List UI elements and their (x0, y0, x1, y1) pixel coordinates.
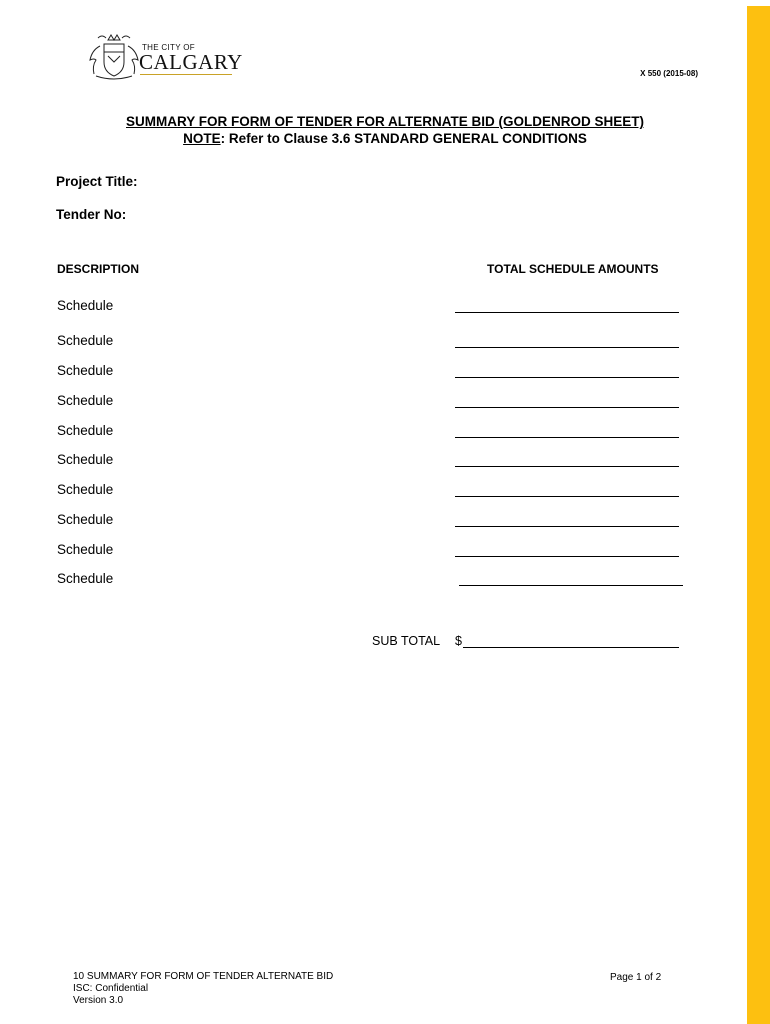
schedule-amount-line (455, 556, 679, 557)
form-code: X 550 (2015-08) (640, 69, 698, 78)
schedule-label: Schedule (57, 393, 114, 408)
subtotal-label: SUB TOTAL (372, 634, 441, 648)
schedule-label: Schedule (57, 333, 114, 348)
schedule-label: Schedule (57, 512, 114, 527)
subtotal-amount-line (463, 647, 679, 648)
schedule-amount-line (455, 407, 679, 408)
footer-form-name: 10 SUMMARY FOR FORM OF TENDER ALTERNATE BID (73, 971, 334, 982)
schedule-amount-line (455, 437, 679, 438)
schedule-label: Schedule (57, 363, 114, 378)
schedule-amount-line (455, 347, 679, 348)
schedule-label: Schedule (57, 571, 114, 586)
description-column-header: DESCRIPTION (57, 262, 140, 276)
schedule-amount-line (455, 496, 679, 497)
goldenrod-side-bar (747, 6, 770, 1024)
note-label: NOTE (183, 131, 221, 146)
subtotal-currency: $ (455, 634, 462, 648)
schedule-amount-line (459, 585, 683, 586)
footer-classification: ISC: Confidential (73, 983, 149, 994)
tender-no-label: Tender No: (56, 207, 127, 222)
schedule-label: Schedule (57, 452, 114, 467)
schedule-amount-line (455, 466, 679, 467)
schedule-amount-line (455, 526, 679, 527)
footer-version: Version 3.0 (73, 995, 124, 1006)
logo-rule (140, 74, 232, 75)
schedule-label: Schedule (57, 423, 114, 438)
schedule-label: Schedule (57, 298, 114, 313)
title-line-1: SUMMARY FOR FORM OF TENDER FOR ALTERNATE BID (GOLDENROD SHEET) (126, 114, 644, 129)
logo-small-text: THE CITY OF (142, 43, 195, 52)
note-text: : Refer to Clause 3.6 STANDARD GENERAL CONDITIONS (220, 131, 587, 146)
document-title (0, 114, 770, 129)
schedule-label: Schedule (57, 542, 114, 557)
schedule-amount-line (455, 312, 679, 313)
logo-city-name: CALGARY (139, 50, 243, 74)
project-title-label: Project Title: (56, 174, 138, 189)
page-number: Page 1 of 2 (610, 972, 662, 983)
amounts-column-header: TOTAL SCHEDULE AMOUNTS (487, 262, 659, 276)
document-note (0, 131, 770, 146)
schedule-label: Schedule (57, 482, 114, 497)
schedule-amount-line (455, 377, 679, 378)
